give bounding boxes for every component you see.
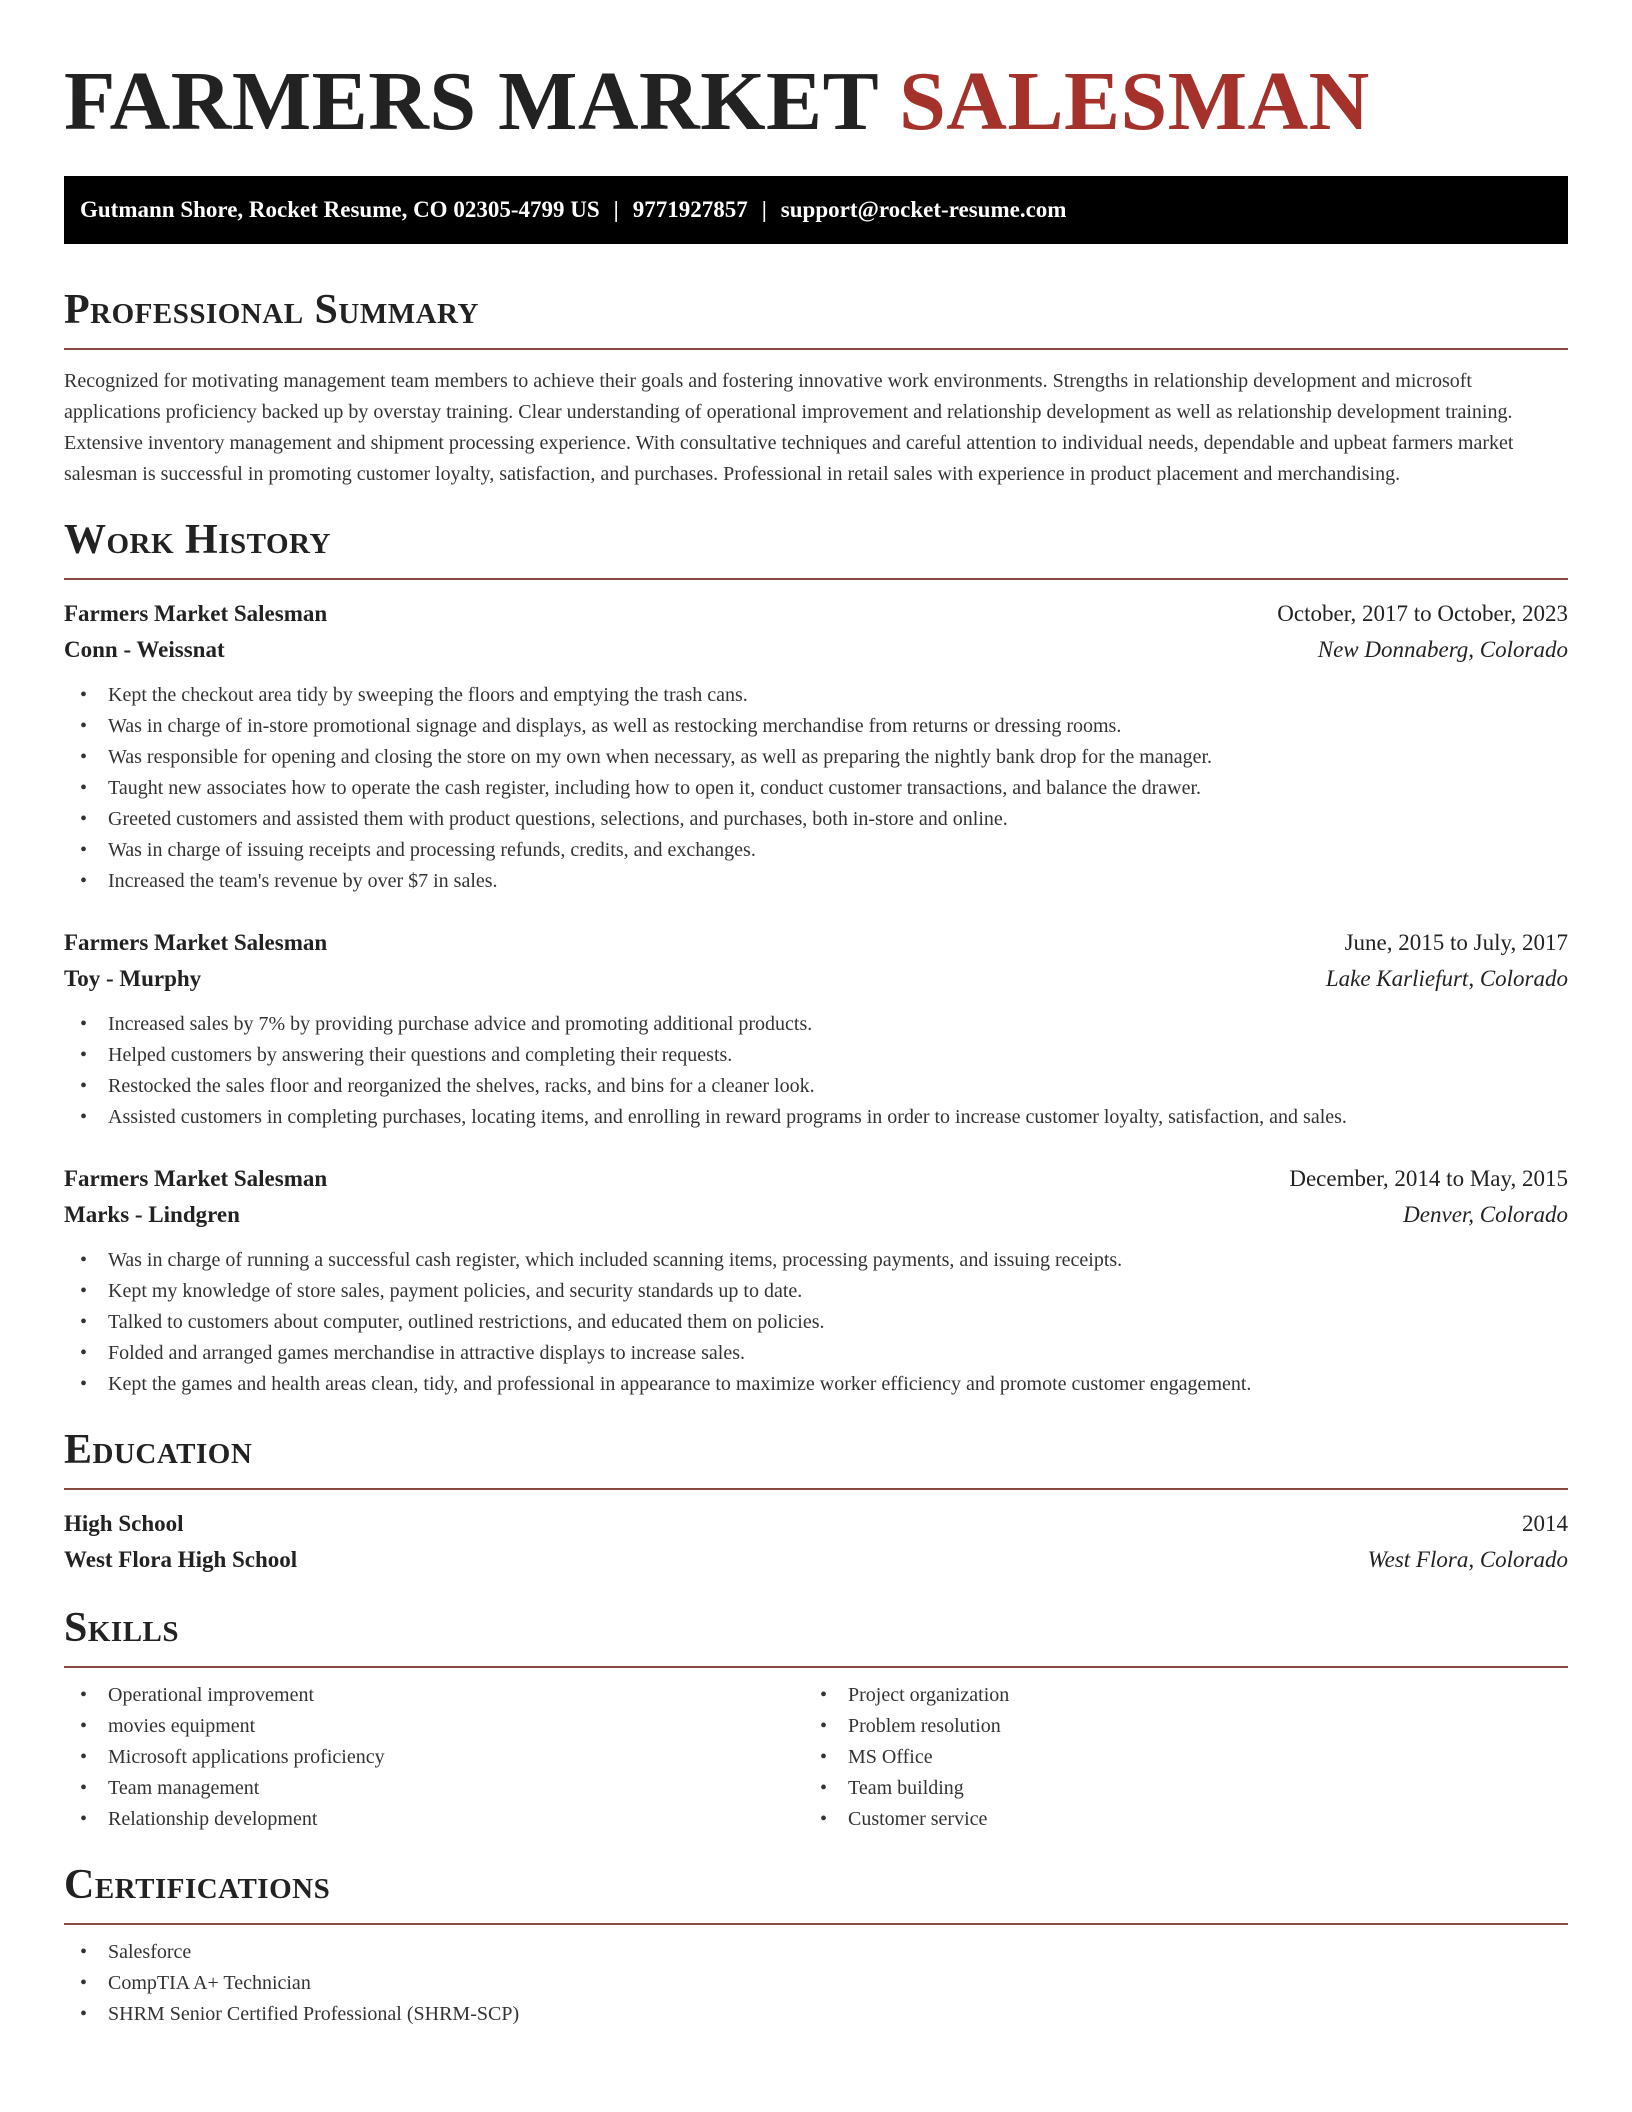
skills-section [64,1602,1568,1835]
contact-email: support@rocket-resume.com [780,197,1067,222]
certifications-list [64,1937,1568,2030]
list-item: • Kept the games and health areas clean, tidy, and professional in appearance to maximize worker efficiency and promote customer engagement. [64,1369,1568,1400]
education-entry [64,1506,1568,1578]
section-divider [64,1923,1568,1925]
list-item: • Team building [804,1773,1544,1804]
resume-page [64,0,1568,2030]
job-entry [64,596,1568,897]
job-header [64,1161,1568,1197]
job-location: New Donnaberg, Colorado [1317,637,1568,662]
section-title-certifications: Certifications [64,1862,331,1908]
list-item: • Was in charge of running a successful cash register, which included scanning items, processing payments, and issuing receipts. [64,1245,1568,1276]
job-dates: December, 2014 to May, 2015 [1289,1166,1568,1191]
list-item: • movies equipment [64,1711,804,1742]
list-item: • Helped customers by answering their questions and completing their requests. [64,1040,1568,1071]
section-title-skills: Skills [64,1605,180,1651]
list-item: • Increased sales by 7% by providing purchase advice and promoting additional products. [64,1009,1568,1040]
education-year: 2014 [1522,1511,1568,1536]
job-entry [64,1161,1568,1400]
job-subheader [64,1197,1568,1233]
list-item: • SHRM Senior Certified Professional (SHRM-SCP) [64,1999,1568,2030]
section-divider [64,1488,1568,1490]
contact-separator: | [761,197,767,222]
job-title: Farmers Market Salesman [64,601,328,626]
section-title-education: Education [64,1427,253,1473]
list-item: • Relationship development [64,1804,804,1835]
list-item: • Was in charge of issuing receipts and processing refunds, credits, and exchanges. [64,835,1568,866]
job-bullets [64,680,1568,897]
job-location: Denver, Colorado [1403,1202,1568,1227]
list-item: • Microsoft applications proficiency [64,1742,804,1773]
job-subheader [64,961,1568,997]
list-item: • Assisted customers in completing purchases, locating items, and enrolling in reward programs in order to increase customer loyalty, satisfaction, and sales. [64,1102,1568,1133]
list-item: • MS Office [804,1742,1544,1773]
section-title-work: Work History [64,517,331,563]
job-title: Farmers Market Salesman [64,930,328,955]
education-school: West Flora High School [64,1547,298,1572]
contact-bar [64,176,1568,244]
education-subheader [64,1542,1568,1578]
job-bullets [64,1245,1568,1400]
list-item: • Taught new associates how to operate the cash register, including how to open it, conduct customer transactions, and balance the drawer. [64,773,1568,804]
list-item: • Operational improvement [64,1680,804,1711]
list-item: • Was responsible for opening and closing the store on my own when necessary, as well as preparing the nightly bank drop for the manager. [64,742,1568,773]
contact-phone: 9771927857 [632,197,748,222]
list-item: • Greeted customers and assisted them with product questions, selections, and purchases, both in-store and online. [64,804,1568,835]
section-divider [64,1666,1568,1668]
certifications-section [64,1859,1568,2030]
list-item: • Salesforce [64,1937,1568,1968]
section-divider [64,578,1568,580]
education-degree: High School [64,1511,184,1536]
list-item: • Team management [64,1773,804,1804]
skills-list-right [804,1680,1544,1835]
contact-separator: | [613,197,619,222]
work-section [64,514,1568,1400]
name-accent: SALESMAN [899,55,1370,148]
list-item: • Kept my knowledge of store sales, payment policies, and security standards up to date. [64,1276,1568,1307]
section-divider [64,348,1568,350]
job-company: Marks - Lindgren [64,1202,240,1227]
job-company: Toy - Murphy [64,966,202,991]
job-title: Farmers Market Salesman [64,1166,328,1191]
job-header [64,925,1568,961]
job-company: Conn - Weissnat [64,637,225,662]
job-subheader [64,632,1568,668]
education-section [64,1424,1568,1578]
list-item: • Problem resolution [804,1711,1544,1742]
skills-columns [64,1680,1568,1835]
summary-text: Recognized for motivating management team members to achieve their goals and fostering innovative work environments. Strengths in relationship development and microsoft applications proficiency backed up by overstay training. Clear understanding of operational improvement and relationship development as well as relationship development training. Extensive inventory management and shipment processing experience. With consultative techniques and careful attention to individual needs, dependable and upbeat farmers market salesman is successful in promoting customer loyalty, satisfaction, and purchases. Professional in retail sales with experience in product placement and merchandising. [64,370,1514,485]
list-item: • Restocked the sales floor and reorganized the shelves, racks, and bins for a cleaner look. [64,1071,1568,1102]
list-item: • Talked to customers about computer, outlined restrictions, and educated them on policies. [64,1307,1568,1338]
education-location: West Flora, Colorado [1367,1547,1568,1572]
section-title-summary: Professional Summary [64,287,479,333]
job-bullets [64,1009,1568,1133]
list-item: • Kept the checkout area tidy by sweeping the floors and emptying the trash cans. [64,680,1568,711]
contact-address: Gutmann Shore, Rocket Resume, CO 02305-4799 US [80,197,600,222]
list-item: • Folded and arranged games merchandise in attractive displays to increase sales. [64,1338,1568,1369]
job-header [64,596,1568,632]
summary-section [64,284,1568,490]
job-dates: October, 2017 to October, 2023 [1277,601,1568,626]
list-item: • Project organization [804,1680,1544,1711]
job-location: Lake Karliefurt, Colorado [1325,966,1568,991]
name-main: FARMERS MARKET [64,55,878,148]
job-entry [64,925,1568,1133]
job-dates: June, 2015 to July, 2017 [1344,930,1568,955]
list-item: • Increased the team's revenue by over $7 in sales. [64,866,1568,897]
list-item: • CompTIA A+ Technician [64,1968,1568,1999]
resume-name [64,52,1568,152]
list-item: • Customer service [804,1804,1544,1835]
skills-list-left [64,1680,804,1835]
education-header [64,1506,1568,1542]
list-item: • Was in charge of in-store promotional signage and displays, as well as restocking merchandise from returns or dressing rooms. [64,711,1568,742]
